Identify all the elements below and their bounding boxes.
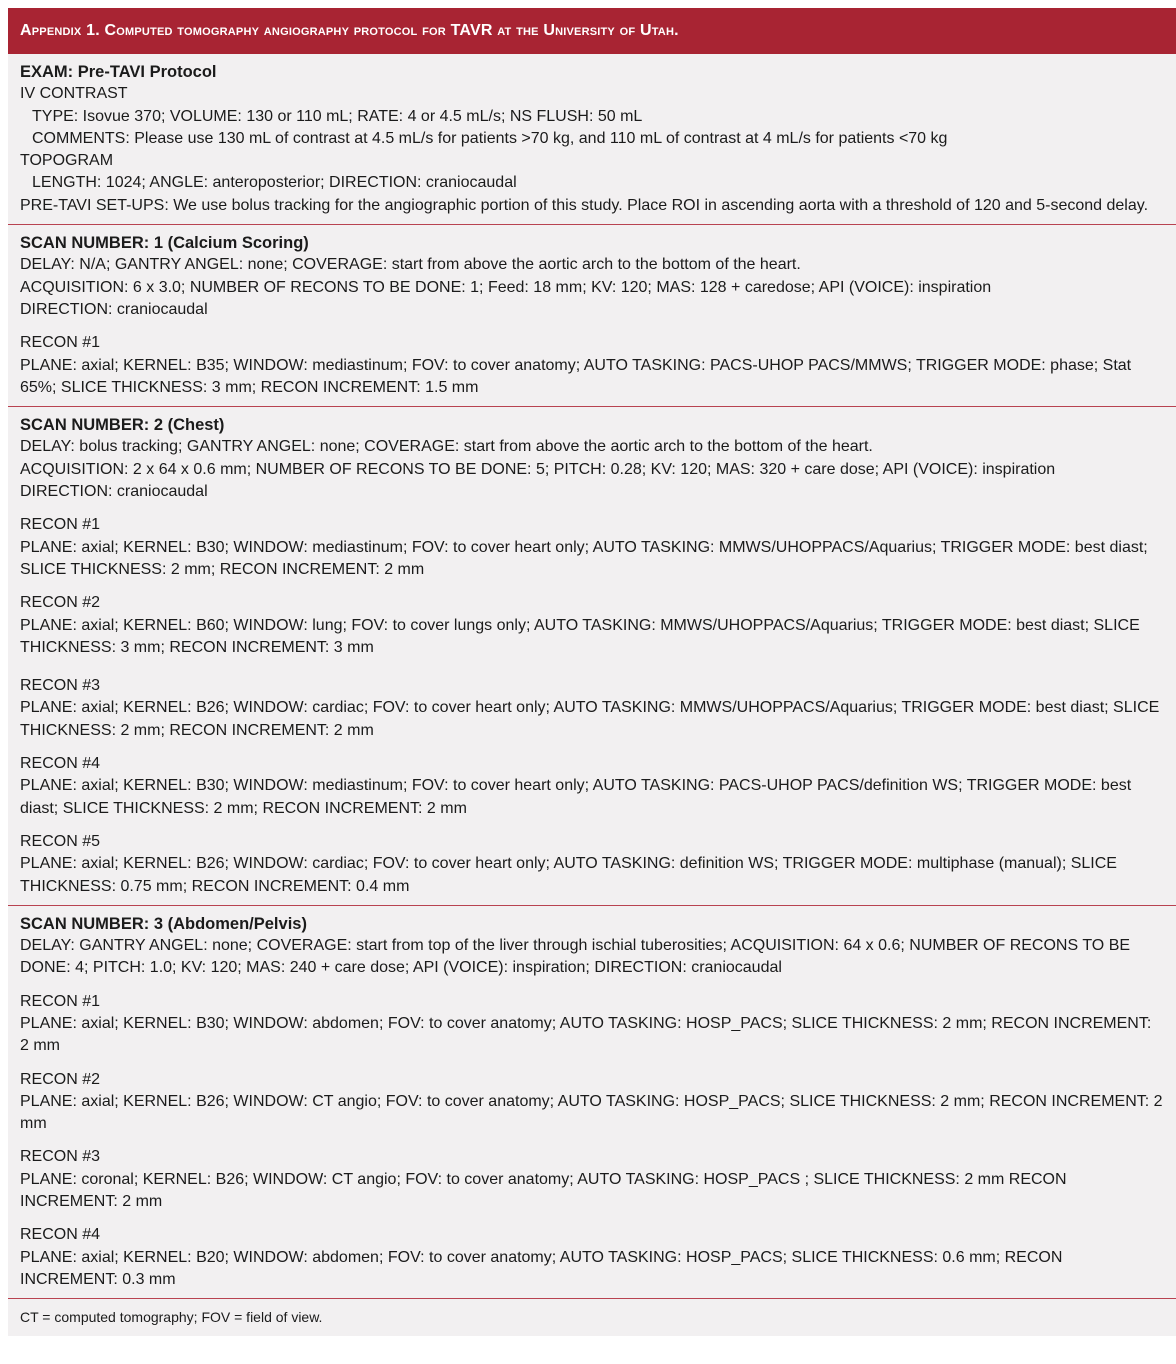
scan-3-recon-1: [20, 991, 1164, 1058]
table-body: [8, 54, 1176, 1336]
recon-label: RECON #3: [20, 1148, 101, 1166]
recon-label: RECON #1: [20, 334, 101, 352]
recon-text: PLANE: axial; KERNEL: B30; WINDOW: mediastinum; FOV: to cover heart only; AUTO TASKING: MMWS/UHOPPACS/Aquarius; TRIGGER MODE: best diast; SLICE THICKNESS: 2 mm; RECON INCREMENT: 2 mm: [20, 538, 1148, 578]
scan-3-heading: SCAN NUMBER: 3 (Abdomen/Pelvis): [20, 914, 307, 933]
scan-2-section: [8, 407, 1176, 906]
scan-1-heading: SCAN NUMBER: 1 (Calcium Scoring): [20, 234, 309, 253]
recon-label: RECON #1: [20, 992, 101, 1010]
recon-text: PLANE: axial; KERNEL: B30; WINDOW: mediastinum; FOV: to cover heart only; AUTO TASKING: PACS-UHOP PACS/definition WS; TRIGGER MODE: best diast; SLICE THICKNESS: 2 mm; RECON INCREMENT: 2 mm: [20, 777, 1132, 817]
recon-text: PLANE: axial; KERNEL: B35; WINDOW: mediastinum; FOV: to cover anatomy; AUTO TASKING: PACS-UHOP PACS/MMWS; TRIGGER MODE: phase; Stat 65%; SLICE THICKNESS: 3 mm; RECON INCREMENT: 1.5 mm: [20, 356, 1132, 396]
scan-2-heading: SCAN NUMBER: 2 (Chest): [20, 416, 225, 435]
pre-tavi-setups: PRE-TAVI SET-UPS: We use bolus tracking for the angiographic portion of this study. Place ROI in ascending aorta with a threshold of 120 and 5-second delay.: [20, 196, 1149, 214]
table-title-bar: [8, 8, 1176, 54]
table-title: Appendix 1. Computed tomography angiography protocol for TAVR at the University of Utah.: [20, 22, 679, 39]
appendix-table: [8, 8, 1176, 1364]
topogram-line: LENGTH: 1024; ANGLE: anteroposterior; DIRECTION: craniocaudal: [32, 174, 517, 192]
scan-2-acquisition: ACQUISITION: 2 x 64 x 0.6 mm; NUMBER OF RECONS TO BE DONE: 5; PITCH: 0.28; KV: 120; MAS: 320 + care dose; API (VOICE): inspiration: [20, 460, 1056, 478]
scan-2-recon-3: [20, 675, 1164, 742]
recon-text: PLANE: coronal; KERNEL: B26; WINDOW: CT angio; FOV: to cover anatomy; AUTO TASKING: HOSP_PACS ; SLICE THICKNESS: 2 mm RECON INCREMENT: 2 mm: [20, 1170, 1067, 1211]
recon-label: RECON #2: [20, 1070, 101, 1088]
recon-text: PLANE: axial; KERNEL: B60; WINDOW: lung; FOV: to cover lungs only; AUTO TASKING: MMWS/UHOPPACS/Aquarius; TRIGGER MODE: best diast; SLICE THICKNESS: 3 mm; RECON INCREMENT: 3 mm: [20, 616, 1140, 656]
recon-text: PLANE: axial; KERNEL: B26; WINDOW: CT angio; FOV: to cover anatomy; AUTO TASKING: HOSP_PACS; SLICE THICKNESS: 2 mm; RECON INCREMENT: 2 mm: [20, 1092, 1163, 1133]
scan-2-recon-4: [20, 753, 1164, 820]
scan-3-recon-4: [20, 1224, 1164, 1291]
exam-heading: EXAM: Pre-TAVI Protocol: [20, 63, 217, 81]
scan-2-direction: DIRECTION: craniocaudal: [20, 483, 208, 501]
recon-text: PLANE: axial; KERNEL: B30; WINDOW: abdomen; FOV: to cover anatomy; AUTO TASKING: HOSP_PACS; SLICE THICKNESS: 2 mm; RECON INCREMENT: 2 mm: [20, 1014, 1152, 1055]
scan-1-delay: DELAY: N/A; GANTRY ANGEL: none; COVERAGE: start from above the aortic arch to the bottom of the heart.: [20, 256, 801, 274]
scan-3-section: [8, 906, 1176, 1299]
contrast-type-line: TYPE: Isovue 370; VOLUME: 130 or 110 mL; RATE: 4 or 4.5 mL/s; NS FLUSH: 50 mL: [32, 107, 643, 125]
recon-label: RECON #1: [20, 516, 101, 534]
scan-2-delay: DELAY: bolus tracking; GANTRY ANGEL: none; COVERAGE: start from above the aortic arch to the bottom of the heart.: [20, 438, 873, 456]
contrast-comments-line: COMMENTS: Please use 130 mL of contrast at 4.5 mL/s for patients >70 kg, and 110 mL of contrast at 4 mL/s for patients <70 kg: [32, 129, 948, 147]
scan-3-delay: DELAY: GANTRY ANGEL: none; COVERAGE: start from top of the liver through ischial tuberosities; ACQUISITION: 64 x 0.6; NUMBER OF RECONS TO BE DONE: 4; PITCH: 1.0; KV: 120; MAS: 240 + care dose; API (VOICE): inspiration; DIRECTION: craniocaudal: [20, 937, 1131, 977]
scan-2-recon-2: [20, 592, 1164, 659]
exam-section: [8, 54, 1176, 225]
recon-text: PLANE: axial; KERNEL: B26; WINDOW: cardiac; FOV: to cover heart only; AUTO TASKING: MMWS/UHOPPACS/Aquarius; TRIGGER MODE: best diast; SLICE THICKNESS: 2 mm; RECON INCREMENT: 2 mm: [20, 699, 1160, 739]
iv-contrast-label: IV CONTRAST: [20, 85, 128, 103]
recon-label: RECON #4: [20, 755, 101, 773]
recon-label: RECON #3: [20, 677, 101, 695]
scan-1-recon-1: [20, 332, 1164, 399]
recon-label: RECON #2: [20, 594, 101, 612]
recon-label: RECON #4: [20, 1226, 101, 1244]
topogram-label: TOPOGRAM: [20, 152, 114, 170]
scan-1-direction: DIRECTION: craniocaudal: [20, 300, 208, 318]
scan-1-acquisition: ACQUISITION: 6 x 3.0; NUMBER OF RECONS TO BE DONE: 1; Feed: 18 mm; KV: 120; MAS: 128 + caredose; API (VOICE): inspiration: [20, 278, 992, 296]
recon-text: PLANE: axial; KERNEL: B20; WINDOW: abdomen; FOV: to cover anatomy; AUTO TASKING: HOSP_PACS; SLICE THICKNESS: 0.6 mm; RECON INCREMENT: 0.3 mm: [20, 1248, 1063, 1288]
scan-3-recon-3: [20, 1146, 1164, 1213]
scan-1-section: [8, 225, 1176, 407]
scan-3-recon-2: [20, 1069, 1164, 1136]
table-footnote: CT = computed tomography; FOV = field of view.: [8, 1299, 1176, 1336]
scan-2-recon-1: [20, 514, 1164, 581]
recon-label: RECON #5: [20, 832, 101, 850]
scan-2-recon-5: [20, 831, 1164, 898]
recon-text: PLANE: axial; KERNEL: B26; WINDOW: cardiac; FOV: to cover heart only; AUTO TASKING: definition WS; TRIGGER MODE: multiphase (manual); SLICE THICKNESS: 0.75 mm; RECON INCREMENT: 0.4 mm: [20, 855, 1117, 895]
